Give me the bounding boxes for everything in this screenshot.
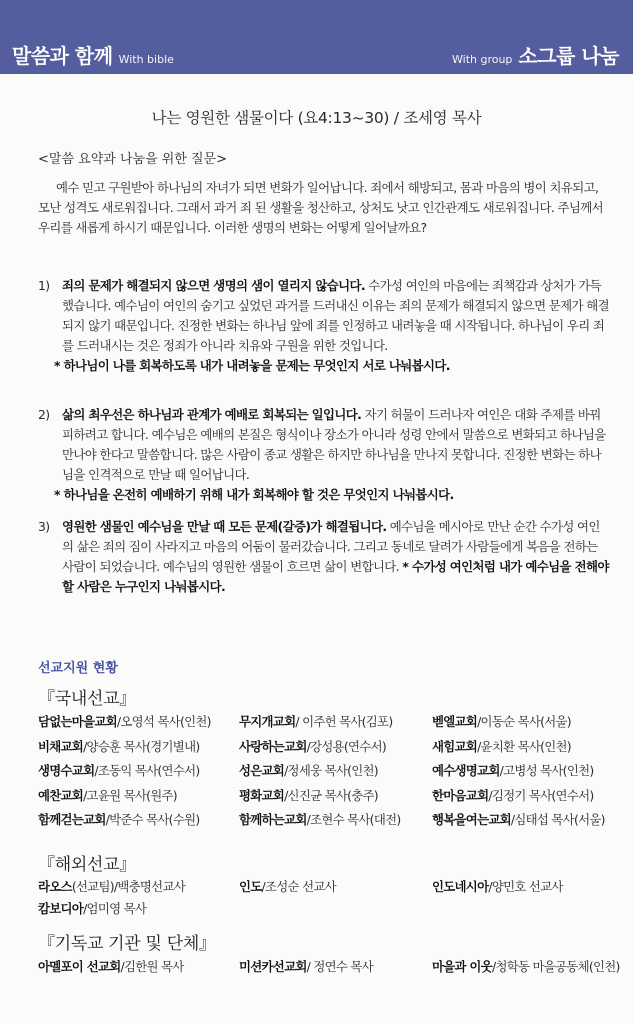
intro-paragraph: 예수 믿고 구원받아 하나님의 자녀가 되면 변화가 일어납니다. 죄에서 해방되고, 몸과 마음의 병이 치유되고, 모난 성격도 새로워집니다. 그래서 과거 죄 된 생활을 청산하고, 상처도 낫고 인간관계도 새로워집니다. 주님께서 우리를 새롭게 하시기 때문입니다. 이러한 생명의 변화는 어떻게 일어날까요? [38,180,604,235]
point-text: 수가성 여인의 마음에는 죄책감과 상처가 가득했습니다. 예수님이 여인의 숨기고 싶었던 과거를 드러내신 이유는 죄의 문제가 해결되지 않으면 문제가 해결되지 않기 때문입니다. 진정한 변화는 하나님 앞에 죄를 인정하고 내려놓을 때 시작됩니다. 하나님이 우리 죄를 드러내시는 것은 정죄가 아니라 치유와 구원을 위한 것입니다. [62,278,609,353]
mission-row [38,899,628,924]
point-1 [38,276,610,376]
mission-entry: 새힘교회/윤치환 목사(인천) [432,738,571,754]
mission-row [38,810,628,835]
point-number: 3) [38,519,50,534]
mission-entry: 생명수교회/조동익 목사(연수서) [38,763,200,778]
header-group-title: 소그룹 나눔 [518,44,619,68]
mission-entry: 인도/조성순 선교사 [239,879,336,894]
header-title: 말씀과 함께 [12,44,113,68]
mission-entry: 예찬교회/고윤원 목사(원주) [38,787,177,803]
discussion-question: * 하나님을 온전히 예배하기 위해 내가 회복해야 할 것은 무엇인지 나눠봅시다. [54,487,454,502]
mission-row [38,712,628,737]
mission-entry: 함께하는교회/조현수 목사(대전) [239,812,401,827]
mission-row [38,786,628,811]
header-left [12,40,174,69]
mission-entry: 마을과 이웃/청학동 마을공동체(인천) [432,959,620,974]
mission-entry: 비채교회/양승훈 목사(경기별내) [38,738,200,754]
point-2 [38,405,610,505]
overseas-missions-list [38,877,628,924]
mission-entry: 함께걷는교회/박준수 목사(수원) [38,812,200,827]
header-right [452,40,619,69]
mission-entry: 벧엘교회/이동순 목사(서울) [432,714,571,729]
point-bold: 삶의 최우선은 하나님과 관계가 예배로 회복되는 일입니다. [62,407,362,422]
header-group-subtitle: With group [452,53,513,66]
point-number: 2) [38,407,50,422]
mission-entry: 미션카선교회/ 정연수 목사 [239,959,373,974]
organizations-list [38,957,628,982]
organizations-title: 『기독교 기관 및 단체』 [38,934,216,954]
mission-entry: 성은교회/정세웅 목사(인천) [239,763,378,778]
point-lead [62,278,609,353]
mission-entry: 행복을여는교회/심태섭 목사(서울) [432,812,605,827]
header-subtitle: With bible [118,53,174,66]
discussion-question: * 하나님이 나를 회복하도록 내가 내려놓을 문제는 무엇인지 서로 나눠봅시다. [54,358,450,373]
mission-row [38,957,628,982]
page-header [0,0,633,74]
mission-entry: 라오스(선교팀)/백충명선교사 [38,879,185,894]
mission-entry: 평화교회/신진균 목사(충주) [239,787,378,803]
missions-heading: 선교지원 현황 [38,661,118,676]
mission-row [38,737,628,762]
mission-entry: 인도네시아/양민호 선교사 [432,879,563,894]
mission-entry: 무지개교회/ 이주헌 목사(김포) [239,714,393,729]
point-3 [38,517,610,597]
point-number: 1) [38,278,50,293]
mission-row [38,761,628,786]
domestic-missions-title: 『국내선교』 [38,689,136,709]
mission-entry: 담없는마을교회/오영석 목사(인천) [38,714,211,729]
mission-entry: 사랑하는교회/강성용(연수서) [239,738,386,754]
mission-entry: 캄보디아/엄미영 목사 [38,901,147,916]
point-bold: 죄의 문제가 해결되지 않으면 생명의 샘이 열리지 않습니다. [62,278,365,293]
section-heading: <말씀 요약과 나눔을 위한 질문> [38,152,228,167]
point-lead [62,519,609,594]
point-bold: 영원한 샘물인 예수님을 만날 때 모든 문제(갈증)가 해결됩니다. [62,519,387,534]
sermon-title: 나는 영원한 샘물이다 (요4:13~30) / 조세영 목사 [151,109,482,127]
point-text: 자기 허물이 드러나자 여인은 대화 주제를 바꿔 피하려고 합니다. 예수님은 예배의 본질은 형식이나 장소가 아니라 성령 안에서 말씀으로 변화되고 하나님을 만나야 한다고 말씀합니다. 많은 사람이 종교 생활은 하지만 하나님을 만나지 못합니다. 진정한 변화는 하나님을 인격적으로 만날 때 일어납니다. [62,407,606,482]
domestic-missions-list [38,712,628,835]
mission-entry: 아멜포이 선교회/김한원 목사 [38,959,184,974]
mission-entry: 한마음교회/김정기 목사(연수서) [432,787,594,803]
mission-entry: 예수생명교회/고병성 목사(인천) [432,763,594,778]
point-text: 예수님을 메시아로 만난 순간 수가성 여인의 삶은 죄의 짐이 사라지고 마음의 어둠이 물러갔습니다. 그리고 동네로 달려가 사람들에게 복음을 전하는 사람이 되었습니다. 예수님의 영원한 샘물이 흐르면 삶이 변합니다. [62,519,600,574]
discussion-question: * 수가성 여인처럼 내가 예수님을 전해야 할 사람은 누구인지 나눠봅시다. [62,559,609,594]
overseas-missions-title: 『해외선교』 [38,855,136,875]
mission-row [38,877,628,899]
point-lead [62,407,606,482]
